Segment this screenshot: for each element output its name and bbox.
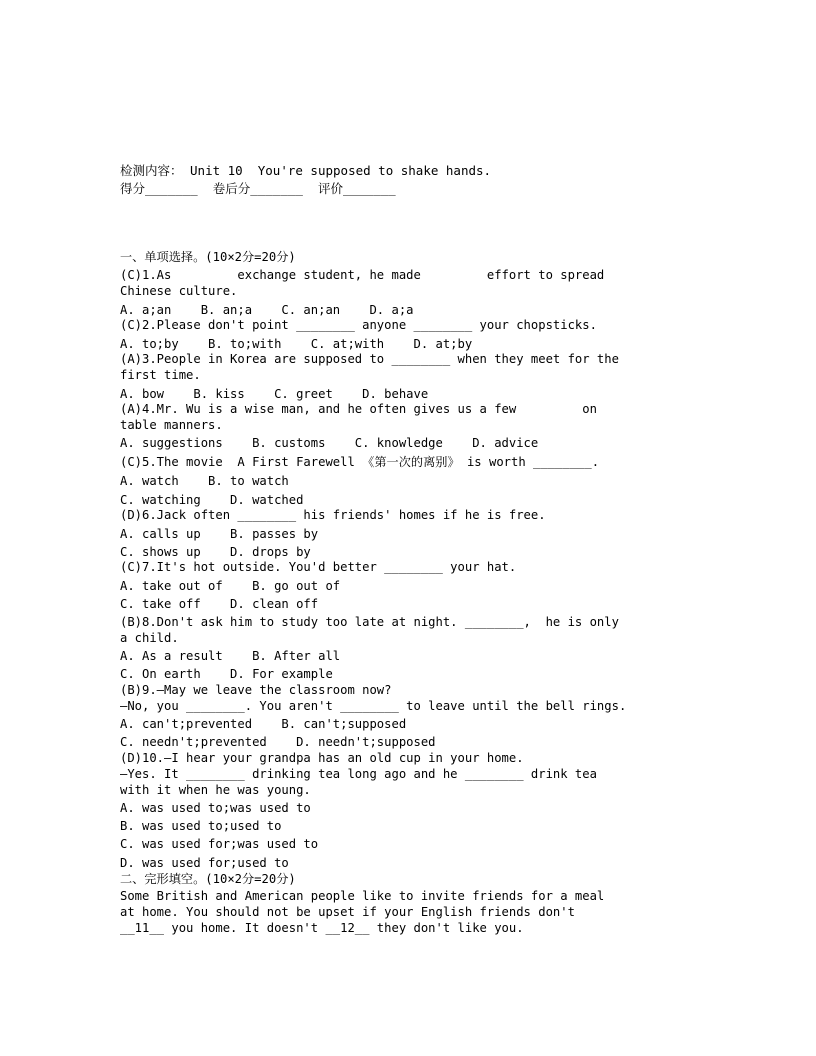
question-line: first time. [120,368,201,382]
options-line: A. suggestions B. customs C. knowledge D. advice [120,436,539,450]
options-line: C. take off D. clean off [120,597,319,611]
options-line: C. needn't;prevented D. needn't;supposed [120,735,436,749]
options-line: A. was used to;was used to [120,801,311,815]
question-line: (A)3.People in Korea are supposed to ________ when they meet for the [120,352,619,366]
question-line: (C)7.It's hot outside. You'd better ________ your hat. [120,560,517,574]
options-line: A. watch B. to watch [120,474,289,488]
question-line: (D)6.Jack often ________ his friends' homes if he is free. [120,508,546,522]
question-line: table manners. [120,418,223,432]
question-line: (C)5.The movie A First Farewell 《第一次的离别》 is worth ________. [120,455,600,469]
options-line: B. was used to;used to [120,819,282,833]
question-line: a child. [120,631,179,645]
options-line: A. can't;prevented B. can't;supposed [120,717,407,731]
options-line: A. As a result B. After all [120,649,341,663]
question-line: (B)8.Don't ask him to study too late at night. ________, he is only [120,615,619,629]
question-line: (C)1.As exchange student, he made effort to spread [120,268,605,282]
options-line: C. On earth D. For example [120,667,333,681]
score-line: 得分_______ 卷后分_______ 评价_______ [120,181,396,196]
options-line: C. shows up D. drops by [120,545,311,559]
question-line: (D)10.—I hear your grandpa has an old cup in your home. [120,751,524,765]
options-line: C. was used for;was used to [120,837,319,851]
passage-line: __11__ you home. It doesn't __12__ they don't like you. [120,921,524,935]
section2-title: 二、完形填空。(10×2分=20分) [120,872,296,886]
options-line: A. a;an B. an;a C. an;an D. a;a [120,303,414,317]
options-line: A. calls up B. passes by [120,527,319,541]
question-line: —No, you ________. You aren't ________ to leave until the bell rings. [120,699,627,713]
question-line: (B)9.—May we leave the classroom now? [120,683,392,697]
passage-line: Some British and American people like to invite friends for a meal [120,889,605,903]
question-line: —Yes. It ________ drinking tea long ago and he ________ drink tea [120,767,597,781]
options-line: A. bow B. kiss C. greet D. behave [120,387,429,401]
question-line: (A)4.Mr. Wu is a wise man, and he often gives us a few on [120,402,597,416]
question-line: (C)2.Please don't point ________ anyone ________ your chopsticks. [120,318,597,332]
test-content-header: 检测内容： Unit 10 You're supposed to shake hands. [120,163,492,178]
question-line: Chinese culture. [120,284,238,298]
options-line: C. watching D. watched [120,493,304,507]
section1-title: 一、单项选择。(10×2分=20分) [120,250,296,264]
passage-line: at home. You should not be upset if your English friends don't [120,905,575,919]
options-line: D. was used for;used to [120,856,289,870]
options-line: A. take out of B. go out of [120,579,341,593]
question-line: with it when he was young. [120,783,311,797]
options-line: A. to;by B. to;with C. at;with D. at;by [120,337,473,351]
